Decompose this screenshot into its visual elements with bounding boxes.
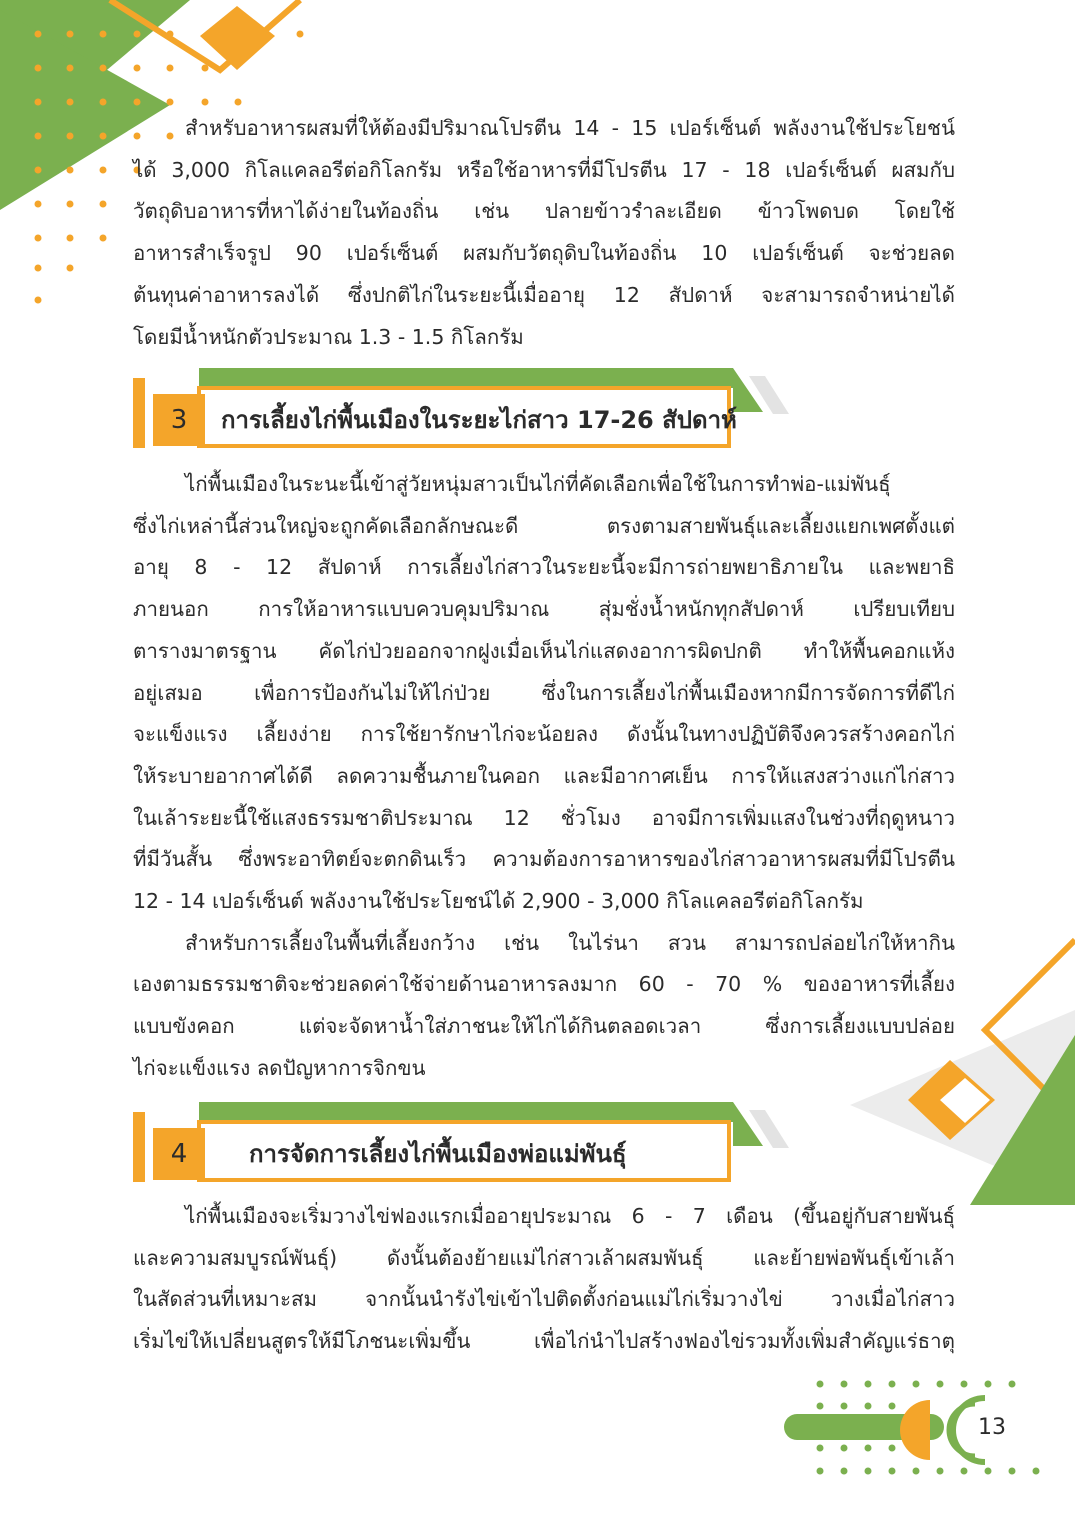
text-line: แบบขังคอก แต่จะจัดหาน้ำใส่ภาชนะให้ไก่ได้กินตลอดเวลา ซึ่งการเลี้ยงแบบปล่อย: [133, 1014, 955, 1039]
orange-diamond-shape: [200, 6, 275, 70]
text-line: ได้ 3,000 กิโลแคลอรีต่อกิโลกรัม หรือใช้อาหารที่มีโปรตีน 17 - 18 เปอร์เซ็นต์ ผสมกับ: [133, 157, 955, 182]
text-line: ให้ระบายอากาศได้ดี ลดความชื้นภายในคอก และมีอากาศเย็น การให้แสงสว่างแก่ไก่สาว: [133, 763, 955, 788]
text-line: ต้นทุนค่าอาหารลงได้ ซึ่งปกติไก่ในระยะนี้เมื่ออายุ 12 สัปดาห์ จะสามารถจำหน่ายได้: [133, 282, 955, 307]
text-line: ตารางมาตรฐาน คัดไก่ป่วยออกจากฝูงเมื่อเห็นไก่แสดงอาการผิดปกติ ทำให้พื้นคอกแห้ง: [133, 638, 955, 663]
section-3-body: [133, 464, 955, 1090]
text-line: และความสมบูรณ์พันธุ์) ดังนั้นต้องย้ายแม่ไก่สาวเล้าผสมพันธุ์ และย้ายพ่อพันธุ์เข้าเล้า: [133, 1245, 955, 1270]
text-line: เริ่มไข่ให้เปลี่ยนสูตรให้มีโภชนะเพิ่มขึ้น เพื่อไก่นำไปสร้างฟองไข่รวมทั้งเพิ่มสำคัญแร่ธาตุ: [133, 1329, 955, 1354]
section-number: 4: [170, 1139, 188, 1169]
text-line: ในสัดส่วนที่เหมาะสม จากนั้นนำรังไข่เข้าไปติดตั้งก่อนแม่ไก่เริ่มวางไข่ วางเมื่อไก่สาว: [133, 1287, 955, 1312]
text-line: ในเล้าระยะนี้ใช้แสงธรรมชาติประมาณ 12 ชั่วโมง อาจมีการเพิ่มแสงในช่วงที่ฤดูหนาว: [133, 805, 955, 830]
text-line: อาหารสำเร็จรูป 90 เปอร์เซ็นต์ ผสมกับวัตถุดิบในท้องถิ่น 10 เปอร์เซ็นต์ จะช่วยลด: [133, 241, 955, 266]
footer-decoration: [780, 1370, 1075, 1515]
text-line: ไก่จะแข็งแรง ลดปัญหาการจิกขน: [133, 1055, 426, 1080]
section-number: 3: [170, 405, 188, 435]
text-line: จะแข็งแรง เลี้ยงง่าย การใช้ยารักษาไก่จะน้อยลง ดังนั้นในทางปฏิบัติจึงควรสร้างคอกไก่: [133, 722, 955, 747]
text-line: อยู่เสมอ เพื่อการป้องกันไม่ให้ไก่ป่วย ซึ่งในการเลี้ยงไก่พื้นเมืองหากมีการจัดการที่ดีไก่: [133, 680, 955, 705]
text-line: ซึ่งไก่เหล่านี้ส่วนใหญ่จะถูกคัดเลือกลักษณะดี ตรงตามสายพันธุ์และเลี้ยงแยกเพศตั้งแต่: [133, 513, 955, 538]
section-4-body: [133, 1196, 955, 1363]
text-line: สำหรับการเลี้ยงในพื้นที่เลี้ยงกว้าง เช่น ในไร่นา สวน สามารถปล่อยไก่ให้หากิน: [185, 930, 955, 955]
text-line: วัตถุดิบอาหารที่หาได้ง่ายในท้องถิ่น เช่น ปลายข้าวรำละเอียด ข้าวโพดบด โดยใช้: [133, 199, 955, 224]
section-3-heading: [133, 368, 793, 448]
section-title: การจัดการเลี้ยงไก่พื้นเมืองพ่อแม่พันธุ์: [249, 1140, 627, 1168]
text-line: 12 - 14 เปอร์เซ็นต์ พลังงานใช้ประโยชน์ได้ 2,900 - 3,000 กิโลแคลอรีต่อกิโลกรัม: [133, 889, 864, 914]
orange-arc-shape: [900, 1400, 930, 1460]
text-line: ไก่พื้นเมืองในระนะนี้เข้าสู่วัยหนุ่มสาวเป็นไก่ที่คัดเลือกเพื่อใช้ในการทำพ่อ-แม่พันธุ์: [185, 472, 891, 496]
text-line: เองตามธรรมชาติจะช่วยลดค่าใช้จ่ายด้านอาหารลงมาก 60 - 70 % ของอาหารที่เลี้ยง: [133, 972, 955, 997]
section-title: การเลี้ยงไก่พื้นเมืองในระยะไก่สาว 17-26 สัปดาห์: [221, 406, 737, 434]
page-number: 13: [978, 1415, 1006, 1440]
section-4-heading: [133, 1102, 793, 1182]
text-line: อายุ 8 - 12 สัปดาห์ การเลี้ยงไก่สาวในระยะนี้จะมีการถ่ายพยาธิภายใน และพยาธิ: [133, 555, 955, 580]
text-line: ไก่พื้นเมืองจะเริ่มวางไข่ฟองแรกเมื่ออายุประมาณ 6 - 7 เดือน (ขึ้นอยู่กับสายพันธุ์: [185, 1204, 955, 1228]
intro-paragraph: [133, 108, 955, 358]
text-line: ที่มีวันสั้น ซึ่งพระอาทิตย์จะตกดินเร็ว ความต้องการอาหารของไก่สาวอาหารผสมที่มีโปรตีน: [133, 847, 955, 872]
text-line: สำหรับอาหารผสมที่ให้ต้องมีปริมาณโปรตีน 14 - 15 เปอร์เซ็นต์ พลังงานใช้ประโยชน์: [185, 116, 955, 140]
text-line: ภายนอก การให้อาหารแบบควบคุมปริมาณ สุ่มชั่งน้ำหนักทุกสัปดาห์ เปรียบเทียบ: [133, 597, 955, 622]
text-line: โดยมีน้ำหนักตัวประมาณ 1.3 - 1.5 กิโลกรัม: [133, 324, 524, 349]
